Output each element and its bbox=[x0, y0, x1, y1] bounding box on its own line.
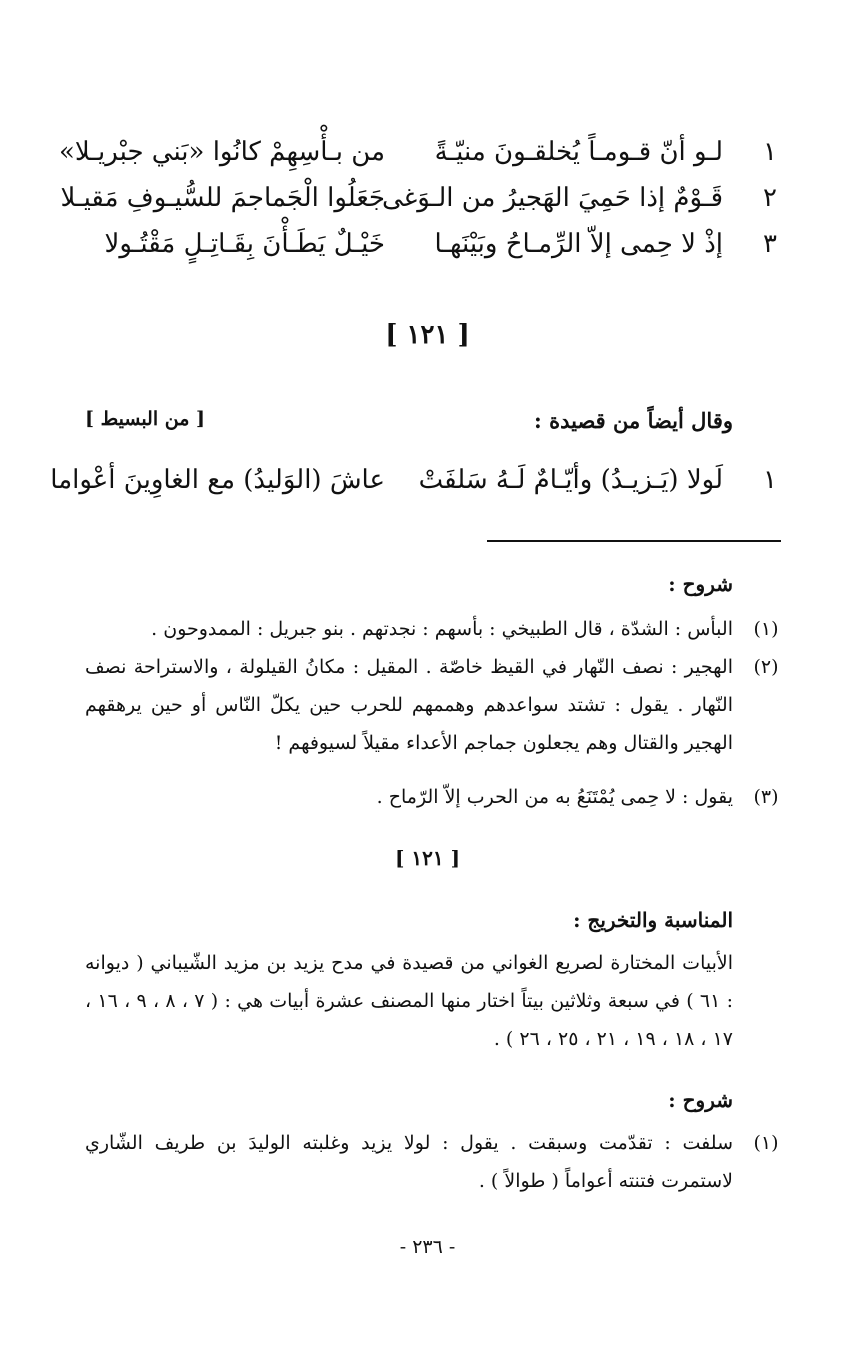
footnote-text: يقول : لا حِمى يُمْتَنَعُ به من الحرب إلاّ الرّماح . bbox=[376, 786, 733, 808]
verse-second-hemistich: عاشَ (الوَليدُ) مع الغاوِينَ أعْواما bbox=[50, 465, 385, 495]
verse-row bbox=[60, 176, 785, 220]
verse-first-hemistich: لـو أنّ قـومـاً يُخلقـونَ منيّـةً bbox=[434, 137, 723, 167]
footnote bbox=[85, 648, 785, 762]
verse-number: ٣ bbox=[763, 229, 777, 259]
verse-second-hemistich: من بـأْسِهِمْ كانُوا «بَني جبْريـلا» bbox=[58, 137, 385, 167]
footnote-text: سلفت : تقدّمت وسبقت . يقول : لولا يزيد وغلبته الوليدَ بن طريف الشّاري لاستمرت فتنته أعواماً ( طوالاً ) . bbox=[85, 1132, 733, 1192]
poem-meter: [ من البسيط ] bbox=[85, 408, 205, 430]
page-number: - ٢٣٦ - bbox=[399, 1236, 456, 1258]
verse-second-hemistich: خَيْـلٌ يَطَـأْنَ بِقَـاتِـلٍ مَقْتُـولا bbox=[104, 229, 385, 259]
footnote bbox=[85, 1124, 785, 1200]
section-number-notes: [ ١٢١ ] bbox=[394, 846, 461, 870]
sources-text: الأبيات المختارة لصريع الغواني من قصيدة في مدح يزيد بن مزيد الشّيباني ( ديوانه : ٦١ ) في سبعة وثلاثين بيتاً اختار منها المصنف عشرة أبيات هي : ( ٧ ، ٨ ، ٩ ، ١٦ ، ١٧ ، ١٨ ، ١٩ ، ٢١ ، ٢٥ ، ٢٦ ) . bbox=[85, 952, 733, 1050]
poem-intro: وقال أيضاً من قصيدة : bbox=[534, 408, 733, 433]
footnote-text: البأس : الشدّة ، قال الطبيخي : بأسهم : نجدتهم . بنو جبريل : الممدوحون . bbox=[151, 618, 733, 640]
verse-first-hemistich: لَولا (يَـزيـدُ) وأيّـامٌ لَـهُ سَلفَتْ bbox=[418, 465, 723, 495]
footnote-divider bbox=[487, 540, 781, 542]
verse-second-hemistich: جَعَلُوا الْجَماجمَ للسُّيـوفِ مَقيـلا bbox=[60, 183, 385, 213]
verse-number: ١ bbox=[763, 465, 777, 495]
verse-row bbox=[85, 222, 785, 266]
commentary-heading: شروح : bbox=[668, 1088, 733, 1112]
verse-first-hemistich: إذْ لا حِمى إلاّ الرِّمـاحُ وبَيْنَهـا bbox=[434, 229, 723, 259]
verse-first-hemistich: قَـوْمٌ إذا حَمِيَ الهَجيرُ من الـوَغى bbox=[382, 183, 723, 213]
verse-number: ٢ bbox=[763, 183, 777, 213]
footnote-number: (١) bbox=[753, 618, 779, 640]
footnote-number: (١) bbox=[753, 1132, 779, 1154]
verse-row bbox=[50, 458, 785, 502]
footnote-number: (٢) bbox=[753, 656, 779, 678]
footnote bbox=[85, 610, 785, 648]
footnote bbox=[85, 778, 785, 816]
footnote-number: (٣) bbox=[753, 786, 779, 808]
section-number: [ ١٢١ ] bbox=[385, 320, 470, 350]
sources-heading: المناسبة والتخريج : bbox=[573, 908, 733, 932]
commentary-heading: شروح : bbox=[668, 572, 733, 596]
footnote-text: الهجير : نصف النّهار في القيظ خاصّة . المقيل : مكانُ القيلولة ، والاستراحة نصف النّهار . يقول : تشتد سواعدهم وهممهم للحرب حين يكلّ النّاس أو حين يرهقهم الهجير والقتال وهم يجعلون جماجم الأعداء مقيلاً لسيوفهم ! bbox=[85, 656, 733, 754]
verse-number: ١ bbox=[763, 137, 777, 167]
verse-row bbox=[58, 130, 785, 174]
